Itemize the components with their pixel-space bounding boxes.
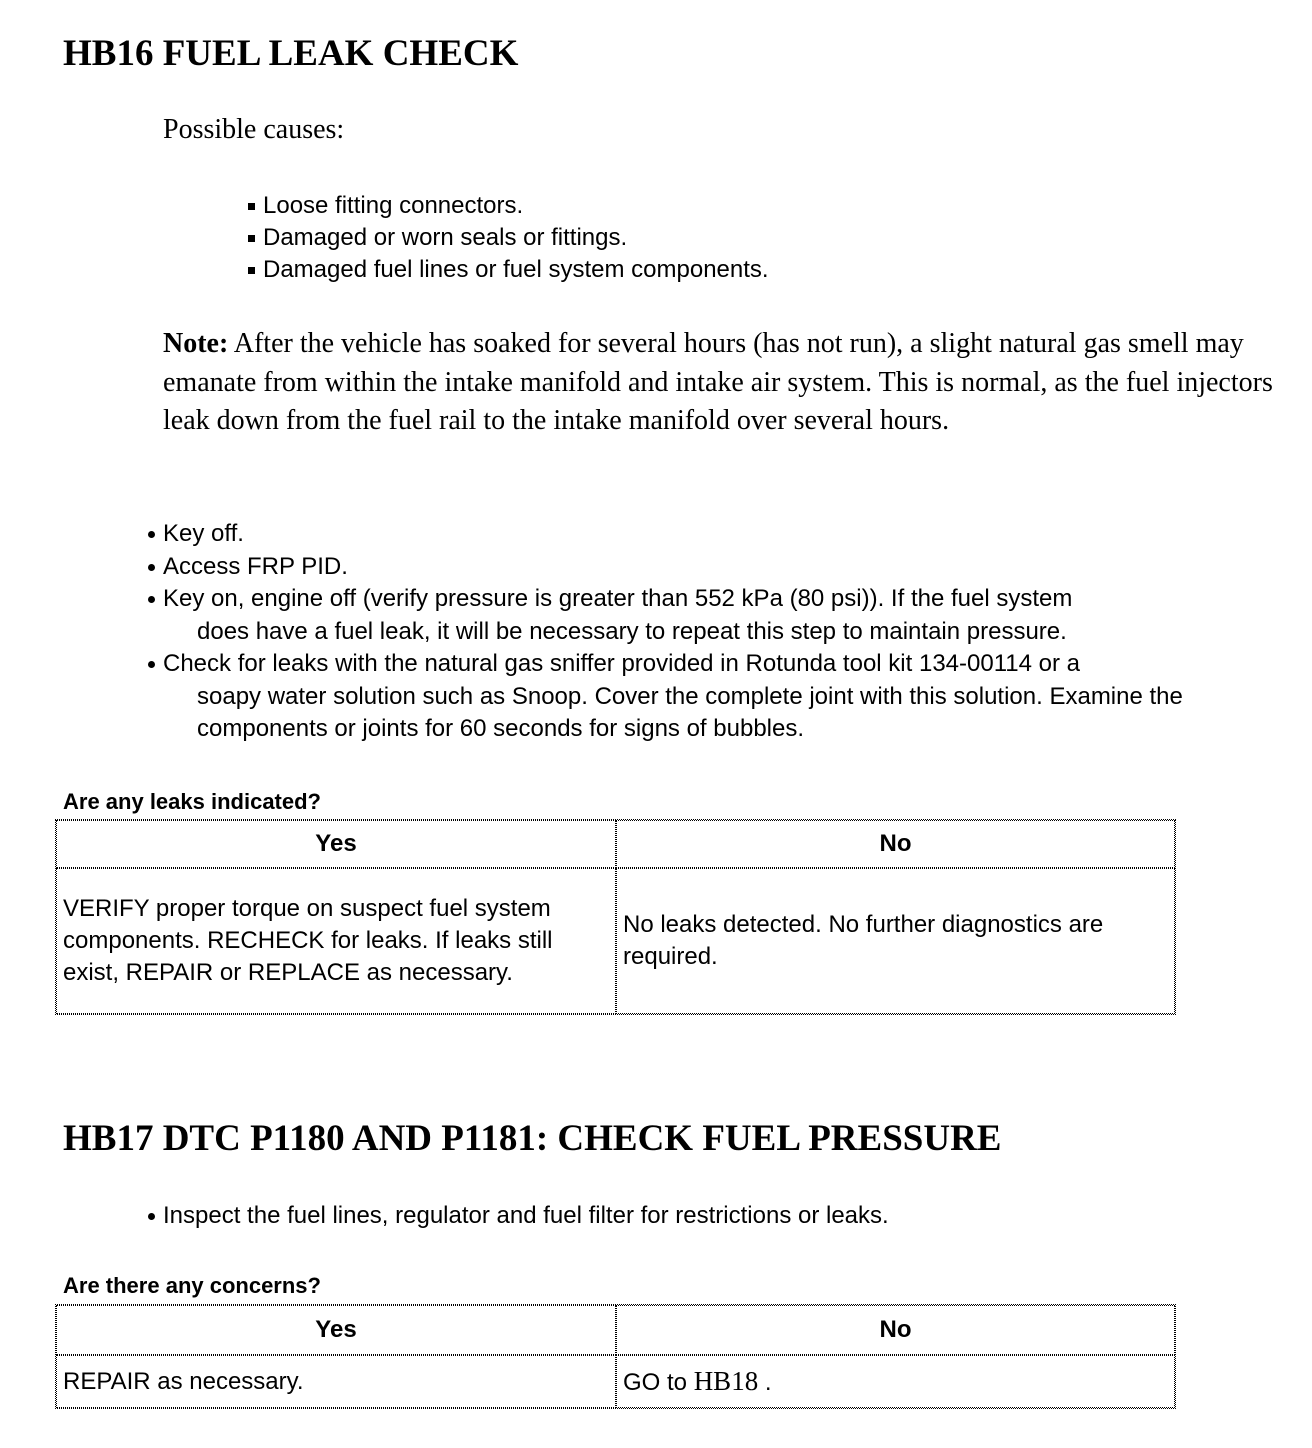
cause-item: Loose fitting connectors. bbox=[248, 190, 769, 222]
yes-header: Yes bbox=[56, 820, 616, 868]
step-item: Key off. bbox=[148, 518, 1243, 551]
concerns-decision-table bbox=[55, 1304, 1176, 1409]
hb17-steps-list bbox=[148, 1200, 1243, 1233]
concerns-question: Are there any concerns? bbox=[63, 1273, 321, 1298]
note-text: After the vehicle has soaked for several hours (has not run), a slight natural gas smell may emanate from within the intake manifold and intake air system. This is normal, as the fuel injectors leak down from the fuel rail to the intake manifold over several hours. bbox=[163, 328, 1273, 436]
step-item: Key on, engine off (verify pressure is greater than 552 kPa (80 psi)). If the fuel system does have a fuel leak, it will be necessary to repeat this step to maintain pressure. bbox=[148, 583, 1243, 648]
hb18-link[interactable]: HB18 bbox=[693, 1365, 759, 1396]
section-title-hb17: HB17 DTC P1180 AND P1181: CHECK FUEL PRESSURE bbox=[63, 1118, 1002, 1159]
no-header: No bbox=[616, 1305, 1175, 1355]
cause-item: Damaged fuel lines or fuel system components. bbox=[248, 254, 769, 286]
leaks-decision-table bbox=[55, 819, 1176, 1015]
yes-header: Yes bbox=[56, 1305, 616, 1355]
no-action: No leaks detected. No further diagnostics are required. bbox=[616, 868, 1175, 1014]
step-item: Check for leaks with the natural gas sniffer provided in Rotunda tool kit 134-00114 or a soapy water solution such as Snoop. Cover the complete joint with this solution. Examine the components or joints for 60 seconds for signs of bubbles. bbox=[148, 648, 1243, 746]
yes-action: VERIFY proper torque on suspect fuel system components. RECHECK for leaks. If leaks still exist, REPAIR or REPLACE as necessary. bbox=[56, 868, 616, 1014]
causes-list bbox=[248, 190, 769, 286]
step-item: Access FRP PID. bbox=[148, 551, 1243, 584]
step-item: Inspect the fuel lines, regulator and fuel filter for restrictions or leaks. bbox=[148, 1200, 1243, 1233]
note-paragraph bbox=[163, 325, 1273, 441]
cause-item: Damaged or worn seals or fittings. bbox=[248, 222, 769, 254]
section-title-hb16: HB16 FUEL LEAK CHECK bbox=[63, 33, 519, 74]
hb16-steps-list bbox=[148, 518, 1243, 746]
leaks-question: Are any leaks indicated? bbox=[63, 789, 321, 814]
yes-action: REPAIR as necessary. bbox=[56, 1355, 616, 1408]
note-label: Note: bbox=[163, 328, 229, 359]
no-action: GO to HB18 . bbox=[616, 1355, 1175, 1408]
no-header: No bbox=[616, 820, 1175, 868]
possible-causes-label: Possible causes: bbox=[163, 114, 345, 145]
